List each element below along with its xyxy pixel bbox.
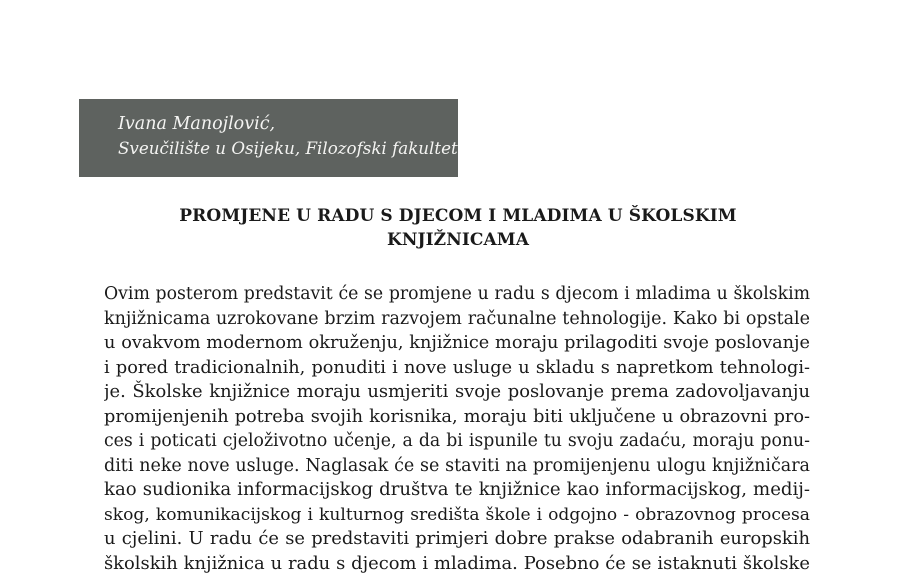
paper-title — [100, 204, 816, 252]
author-name: Ivana Manojlović, — [118, 114, 276, 134]
abstract-text — [104, 282, 810, 576]
abstract-line: u ovakvom modernom okruženju, knjižnice moraju prilagoditi svoje poslovanje — [104, 333, 810, 353]
title-line-1: PROMJENE U RADU S DJECOM I MLADIMA U ŠKOLSKIM — [179, 206, 737, 226]
title-line-2: KNJIŽNICAMA — [386, 230, 530, 250]
abstract-line: i pored tradicionalnih, ponuditi i nove usluge u skladu s napretkom tehnologi- — [104, 357, 810, 378]
abstract-line: skog, komunikacijskog i kulturnog središta škole i odgojno - obrazovnog procesa — [104, 504, 810, 525]
abstract-line: je. Školske knjižnice moraju usmjeriti svoje poslovanje prema zadovoljavanju — [104, 381, 810, 402]
abstract-line: knjižnicama uzrokovane brzim razvojem računalne tehnologije. Kako bi opstale — [104, 308, 810, 329]
abstract-line: diti neke nove usluge. Naglasak će se staviti na promijenjenu ulogu knjižničara — [104, 455, 810, 476]
abstract-line: školskih knjižnica u radu s djecom i mladima. Posebno će se istaknuti školske — [104, 552, 810, 574]
abstract-line: u cjelini. U radu će se predstaviti primjeri dobre prakse odabranih europskih — [104, 528, 810, 549]
author-box — [79, 99, 458, 177]
abstract-line: ces i poticati cjeloživotno učenje, a da bi ispunile tu svoju zadaću, moraju ponu- — [104, 431, 810, 451]
abstract-line: promijenjenih potreba svojih korisnika, moraju biti uključene u obrazovni pro- — [104, 406, 810, 427]
abstract-line: Ovim posterom predstavit će se promjene u radu s djecom i mladima u školskim — [104, 284, 810, 304]
author-affiliation: Sveučilište u Osijeku, Filozofski fakultet — [118, 138, 458, 158]
abstract-line: kao sudionika informacijskog društva te knjižnice kao informacijskog, medij- — [104, 479, 810, 500]
